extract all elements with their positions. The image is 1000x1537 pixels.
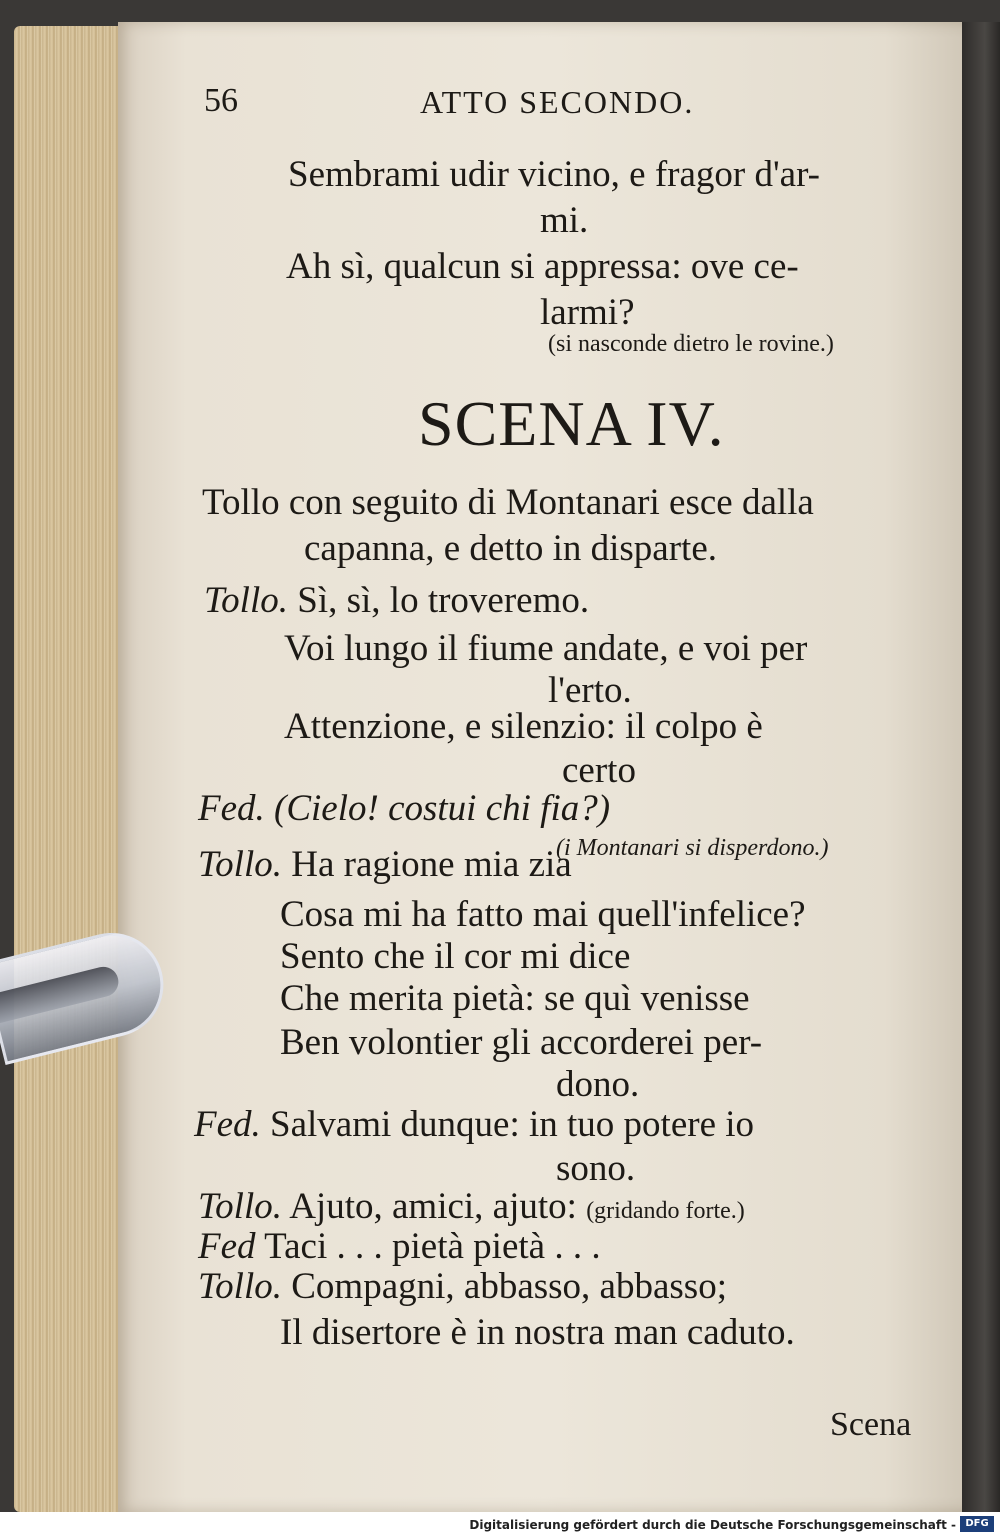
- speaker-name: Fed.: [198, 788, 265, 829]
- text-fragment: con seguito di Montanari esce dalla: [279, 482, 814, 523]
- dfg-logo: DFG: [960, 1516, 994, 1532]
- stage-direction: (i Montanari si disperdono.): [556, 835, 829, 861]
- character-name: Tollo: [202, 482, 280, 523]
- dialogue-line: [198, 1188, 745, 1225]
- dialogue-line: [198, 1268, 727, 1305]
- page-number: 56: [204, 82, 238, 119]
- text-fragment: (Cielo! costui chi fia?): [264, 788, 611, 829]
- text-line: certo: [562, 750, 636, 791]
- text-line: Ben volontier gli accorderei per-: [280, 1022, 763, 1063]
- speaker-name: Tollo.: [198, 1186, 282, 1227]
- dialogue-line: [198, 790, 610, 827]
- text-fragment: Ha ragione mia zia: [282, 844, 572, 885]
- text-line: Che merita pietà: se quì venisse: [280, 978, 750, 1019]
- speaker-name: Tollo.: [198, 1266, 282, 1307]
- text-line: Il disertore è in nostra man caduto.: [280, 1312, 795, 1353]
- text-fragment: Sì, sì, lo troveremo.: [288, 580, 590, 621]
- text-line: sono.: [556, 1148, 636, 1189]
- speaker-name: Tollo.: [198, 844, 282, 885]
- text-fragment: Taci . . . pietà pietà . . .: [255, 1226, 601, 1267]
- book-gutter: [962, 22, 1000, 1512]
- speaker-name: Fed: [198, 1226, 256, 1267]
- funding-credit: Digitalisierung gefördert durch die Deutsche Forschungsgemeinschaft -: [469, 1518, 956, 1532]
- text-line: Attenzione, e silenzio: il colpo è: [284, 706, 763, 747]
- dialogue-line: [198, 846, 572, 883]
- text-line: Sembrami udir vicino, e fragor d'ar-: [288, 154, 820, 195]
- dialogue-line: [204, 582, 589, 619]
- stage-direction: (si nasconde dietro le rovine.): [548, 331, 834, 357]
- stage-direction: (gridando forte.): [586, 1198, 745, 1224]
- running-header: ATTO SECONDO.: [420, 84, 695, 120]
- text-fragment: Ajuto, amici, ajuto:: [282, 1186, 587, 1227]
- page-edges: [14, 26, 134, 1512]
- text-line: Ah sì, qualcun si appressa: ove ce-: [286, 246, 799, 287]
- text-line: Sento che il cor mi dice: [280, 936, 631, 977]
- speaker-name: Fed.: [194, 1104, 261, 1145]
- text-fragment: Compagni, abbasso, abbasso;: [282, 1266, 727, 1307]
- text-line: [202, 484, 814, 521]
- text-line: capanna, e detto in disparte.: [304, 528, 717, 569]
- catchword: Scena: [830, 1406, 912, 1443]
- dialogue-line: [194, 1106, 754, 1143]
- footer-bar: [0, 1512, 1000, 1537]
- text-line: Voi lungo il fiume andate, e voi per: [284, 628, 808, 669]
- scene-heading: SCENA IV.: [418, 388, 725, 459]
- text-line: dono.: [556, 1064, 640, 1105]
- dialogue-line: [198, 1228, 601, 1265]
- text-fragment: Salvami dunque: in tuo potere io: [260, 1104, 755, 1145]
- speaker-name: Tollo.: [204, 580, 288, 621]
- text-line: l'erto.: [548, 670, 632, 711]
- text-line: larmi?: [540, 292, 635, 333]
- text-line: Cosa mi ha fatto mai quell'infelice?: [280, 894, 806, 935]
- text-line: mi.: [540, 200, 589, 241]
